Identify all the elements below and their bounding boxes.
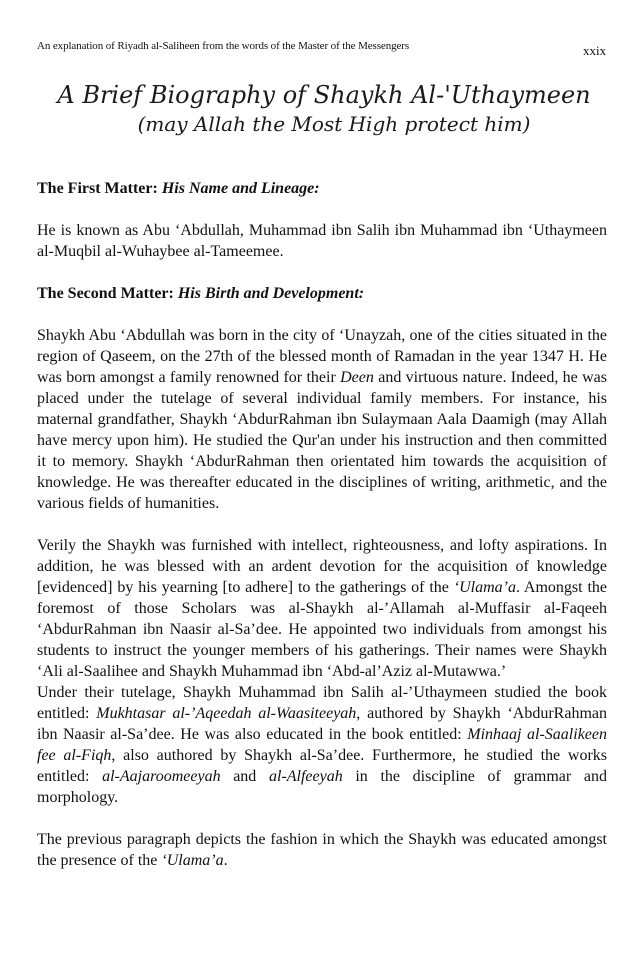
heading-lead: The Second Matter: <box>37 285 174 302</box>
term-deen: Deen <box>340 369 374 386</box>
title-line-1: A Brief Biography of Shaykh Al-'Uthaymeen <box>57 81 591 109</box>
book-title: al-Alfeeyah <box>268 768 343 785</box>
book-title: al-Aajaroomeeyah <box>102 768 221 785</box>
paragraph-scholars: Verily the Shaykh was furnished with intellect, righteousness, and lofty aspirations. In addition, he was blessed with an ardent devotion for the acquisition of knowledge [evidenced] by his yearning [to adhere] to the gatherings of the ‘Ulama’a. Amongst the foremost of those Scholars was al-Shaykh al-’Allamah al-Muffasir al-Faqeeh ‘AbdurRahman ibn Naasir al-Sa’dee. He appointed two individuals from amongst his students to instruct the younger members of his gatherings. Their names were Shaykh ‘Ali al-Saalihee and Shaykh Muhammad ibn ‘Abd-al’Aziz al-Mutawwa.’ <box>37 537 608 680</box>
term-ulama: ‘Ulama’a <box>161 852 224 869</box>
title-line-2: (may Allah the Most High protect him) <box>137 112 531 136</box>
page-number: xxix <box>583 43 607 58</box>
section-heading-name-lineage <box>37 178 607 199</box>
paragraph-summary: The previous paragraph depicts the fashion in which the Shaykh was educated amongst the presence of the ‘Ulama’a. <box>37 831 607 869</box>
heading-topic: His Name and Lineage: <box>161 180 320 197</box>
book-title: Mukhtasar al-’Aqeedah al-Waasiteeyah <box>96 705 357 722</box>
term-ulama: ‘Ulama’a <box>453 579 516 596</box>
paragraph-name-lineage: He is known as Abu ‘Abdullah, Muhammad ibn Salih ibn Muhammad ibn ‘Uthaymeen al-Muqbil al-Wuhaybee al-Tameemee. <box>37 222 607 260</box>
heading-lead: The First Matter: <box>37 180 158 197</box>
paragraph-studies: Under their tutelage, Shaykh Muhammad ibn Salih al-’Uthaymeen studied the book entitled: Mukhtasar al-’Aqeedah al-Waasiteeyah, authored by Shaykh ‘AbdurRahman ibn Naasir al-Sa’dee. He was also educated in the book entitled: Minhaaj al-Saalikeen fee al-Fiqh, also authored by Shaykh al-Sa’dee. Furthermore, he studied the works entitled: al-Aajaroomeeyah and al-Alfeeyah in the discipline of grammar and morphology. <box>37 684 608 806</box>
book-title: Minhaaj al-Saalikeen fee al-Fiqh <box>37 726 608 764</box>
section-heading-birth-development <box>37 283 607 304</box>
paragraph-birth: Shaykh Abu ‘Abdullah was born in the city of ‘Unayzah, one of the cities situated in the region of Qaseem, on the 27th of the blessed month of Ramadan in the year 1347 H. He was born amongst a family renowned for their Deen and virtuous nature. Indeed, he was placed under the tutelage of several individual family members. For instance, his maternal grandfather, Shaykh ‘AbdurRahman ibn Sulaymaan Aala Daamigh (may Allah have mercy upon him). He studied the Qur'an under his instruction and then committed it to memory. Shaykh ‘AbdurRahman then orientated him towards the acquisition of knowledge. He was thereafter educated in the disciplines of writing, arithmetic, and the various fields of humanities. <box>37 327 607 512</box>
page-body <box>37 178 607 871</box>
heading-topic: His Birth and Development: <box>177 285 365 302</box>
running-header: An explanation of Riyadh al-Saliheen from the words of the Master of the Messengers <box>37 40 410 52</box>
biography-title <box>0 80 638 138</box>
